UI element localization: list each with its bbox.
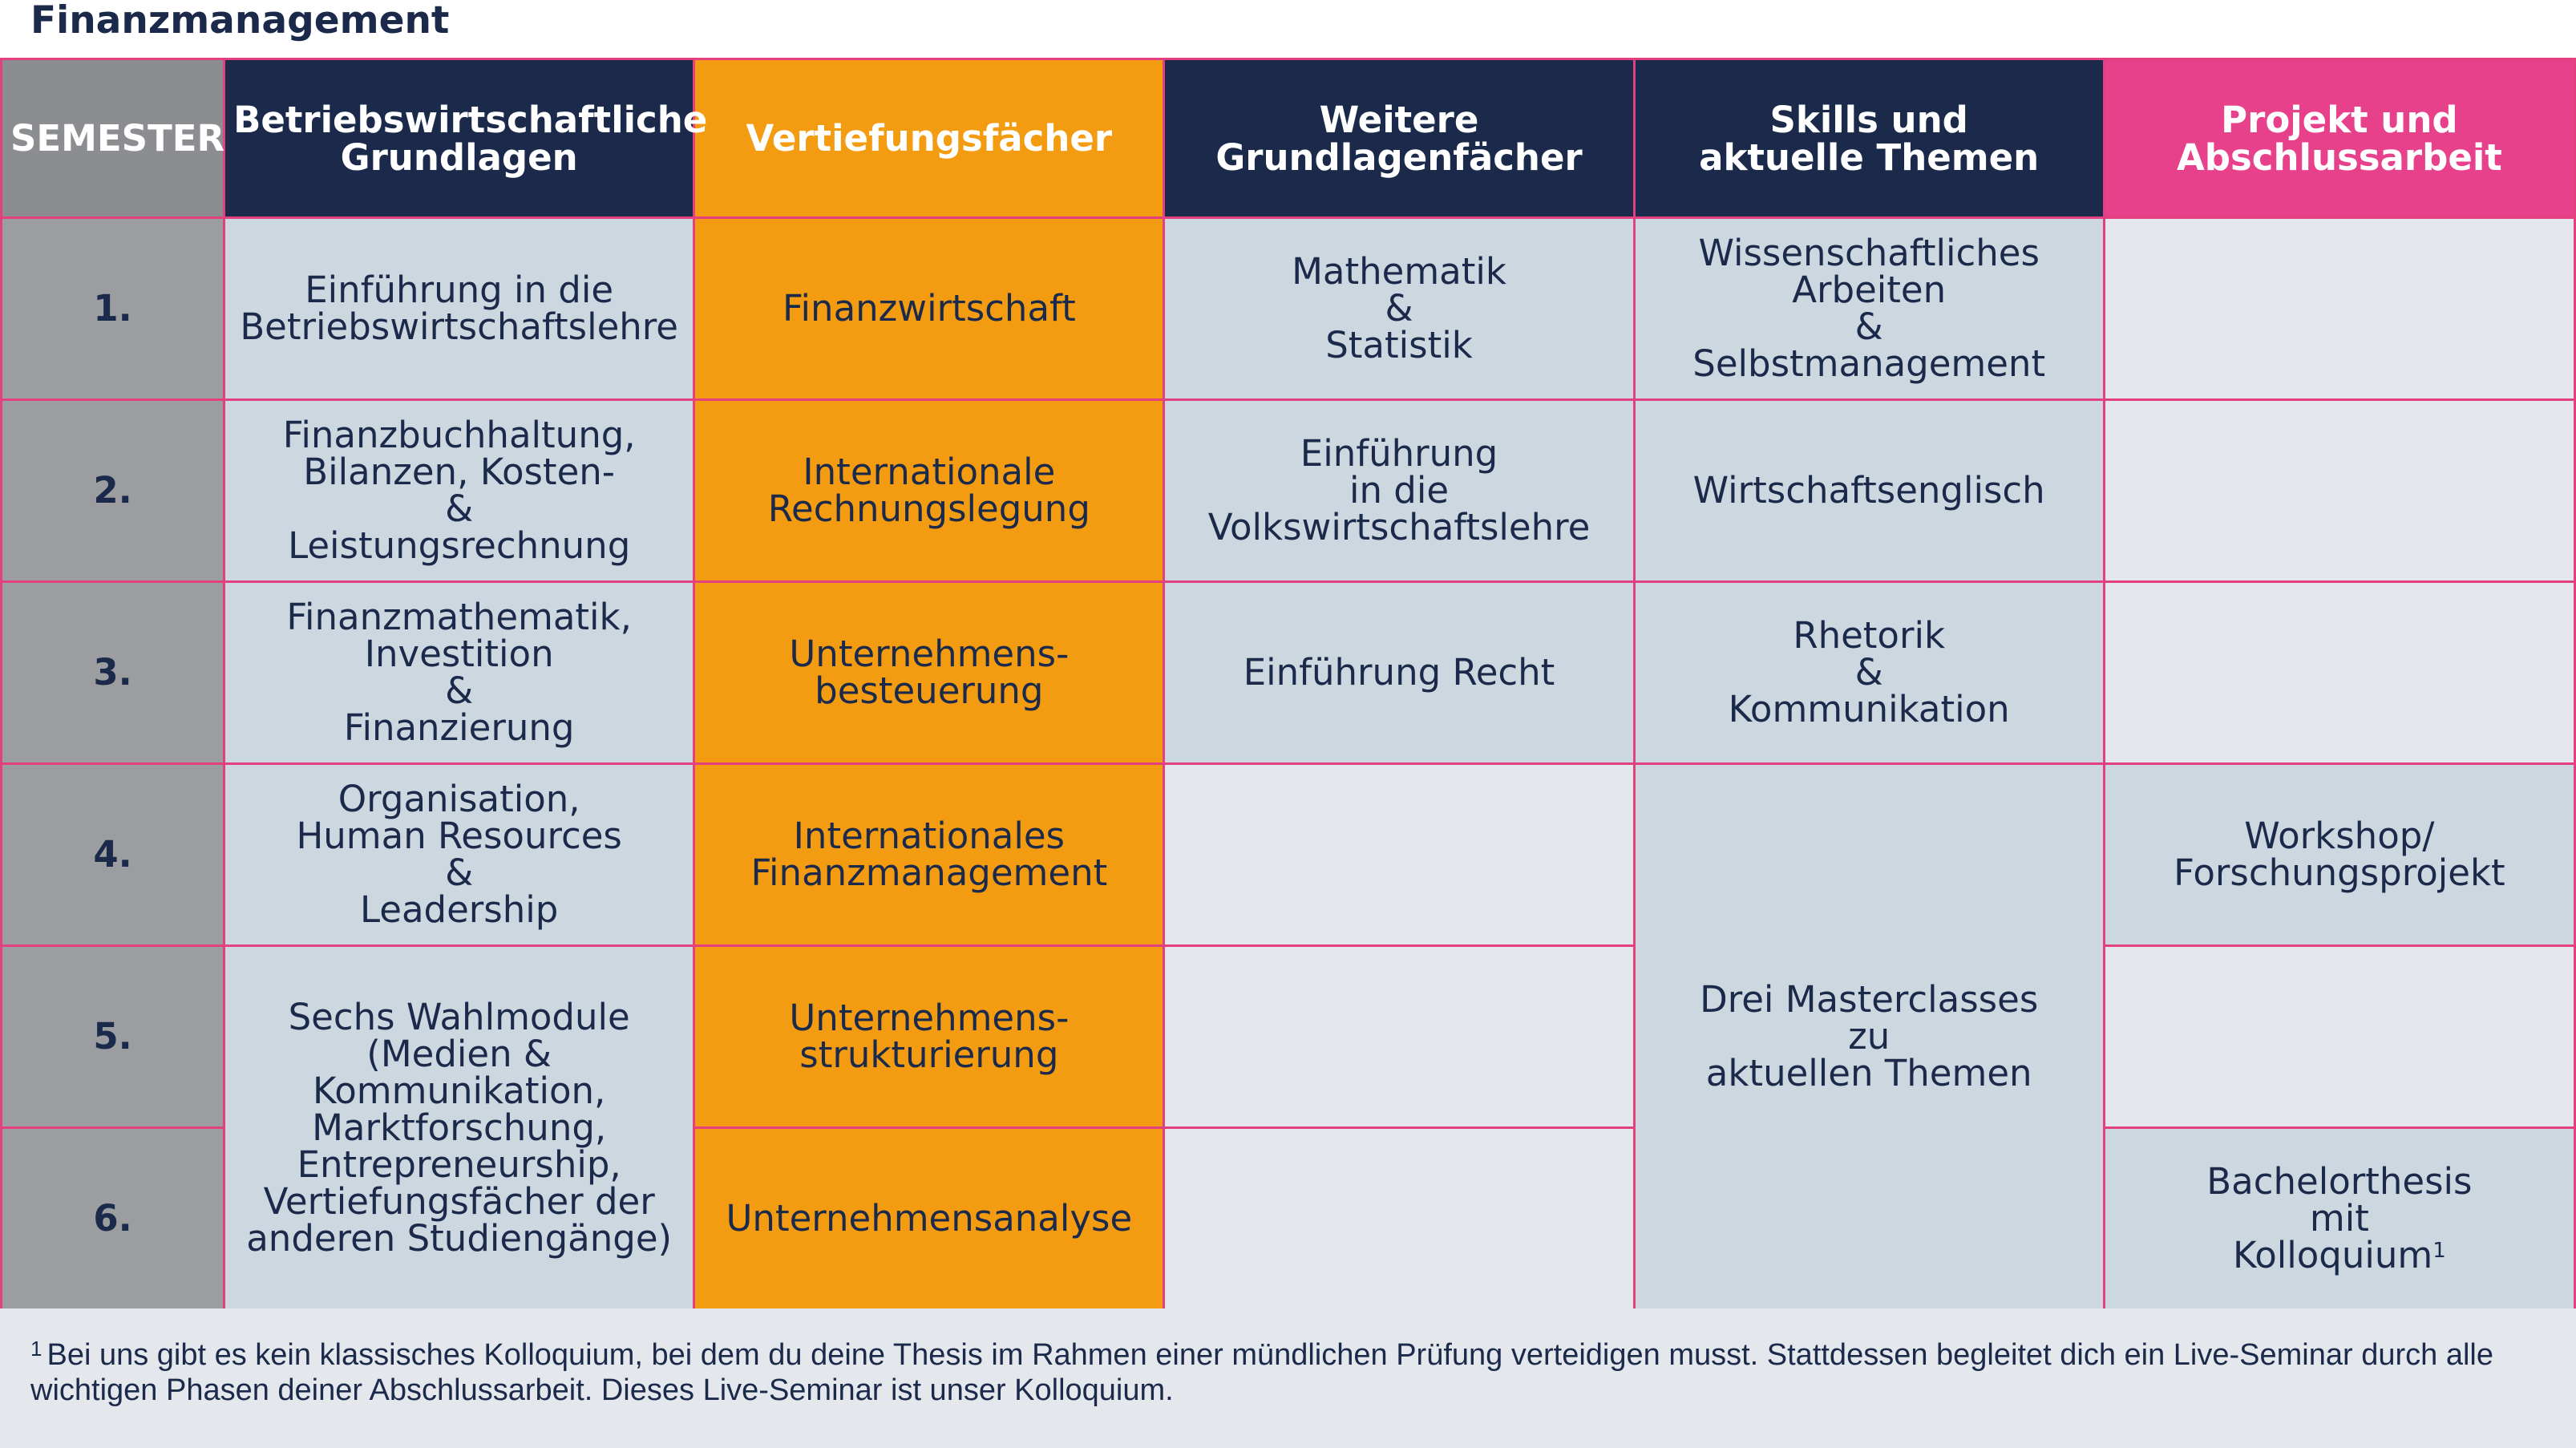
semester-label: 1. bbox=[2, 218, 224, 400]
semester-row-2 bbox=[2, 400, 2575, 582]
footnote bbox=[30, 1337, 2540, 1408]
vertiefung-cell: Unternehmens- strukturierung bbox=[694, 946, 1164, 1128]
semester-row-3 bbox=[2, 582, 2575, 764]
footnote-mark: 1 bbox=[30, 1337, 42, 1361]
semester-row-4 bbox=[2, 764, 2575, 946]
semester-label: 5. bbox=[2, 946, 224, 1128]
weitere-cell: Mathematik & Statistik bbox=[1164, 218, 1634, 400]
weitere-cell-empty bbox=[1164, 1128, 1634, 1310]
projekt-cell-empty bbox=[2104, 946, 2574, 1128]
header-skills: Skills und aktuelle Themen bbox=[1634, 59, 2104, 218]
semester-label: 4. bbox=[2, 764, 224, 946]
vertiefung-cell: Internationales Finanzmanagement bbox=[694, 764, 1164, 946]
header-weitere: Weitere Grundlagenfächer bbox=[1164, 59, 1634, 218]
skills-cell: Wissenschaftliches Arbeiten & Selbstmanagement bbox=[1634, 218, 2104, 400]
footnote-text: Bei uns gibt es kein klassisches Kolloquium, bei dem du deine Thesis im Rahmen einer mündlichen Prüfung verteidigen musst. Stattdessen begleitet dich ein Live-Seminar durch alle wichtigen Phasen deiner Abschlussarbeit. Dieses Live-Seminar ist unser Kolloquium. bbox=[30, 1338, 2493, 1407]
skills-cell: Wirtschaftsenglisch bbox=[1634, 400, 2104, 582]
bwl-cell: Organisation, Human Resources & Leadership bbox=[224, 764, 694, 946]
projekt-cell-empty bbox=[2104, 582, 2574, 764]
weitere-cell-empty bbox=[1164, 946, 1634, 1128]
footnote-marker: 1 bbox=[2432, 1239, 2446, 1263]
header-vertiefung: Vertiefungsfächer bbox=[694, 59, 1164, 218]
vertiefung-cell: Internationale Rechnungslegung bbox=[694, 400, 1164, 582]
bwl-cell: Finanzbuchhaltung, Bilanzen, Kosten- & Leistungsrechnung bbox=[224, 400, 694, 582]
weitere-cell: Einführung in die Volkswirtschaftslehre bbox=[1164, 400, 1634, 582]
semester-label: 3. bbox=[2, 582, 224, 764]
header-bwl: Betriebswirtschaftliche Grundlagen bbox=[224, 59, 694, 218]
semester-row-5 bbox=[2, 946, 2575, 1128]
projekt-cell-empty bbox=[2104, 218, 2574, 400]
header-projekt: Projekt und Abschlussarbeit bbox=[2104, 59, 2574, 218]
bwl-wahlmodule-cell: Sechs Wahlmodule (Medien & Kommunikation, Marktforschung, Entrepreneurship, Vertiefungsfächer der anderen Studiengänge) bbox=[224, 946, 694, 1310]
page-title: Finanzmanagement bbox=[30, 0, 450, 42]
header-semester: SEMESTER bbox=[2, 59, 224, 218]
semester-label: 2. bbox=[2, 400, 224, 582]
vertiefung-cell: Unternehmensanalyse bbox=[694, 1128, 1164, 1310]
header-row bbox=[2, 59, 2575, 218]
bwl-cell: Finanzmathematik, Investition & Finanzierung bbox=[224, 582, 694, 764]
bwl-cell: Einführung in die Betriebswirtschaftslehre bbox=[224, 218, 694, 400]
weitere-cell: Einführung Recht bbox=[1164, 582, 1634, 764]
vertiefung-cell: Unternehmens- besteuerung bbox=[694, 582, 1164, 764]
projekt-cell-empty bbox=[2104, 400, 2574, 582]
projekt-thesis-cell bbox=[2104, 1128, 2574, 1310]
weitere-cell-empty bbox=[1164, 764, 1634, 946]
curriculum-table bbox=[0, 58, 2576, 1311]
semester-label: 6. bbox=[2, 1128, 224, 1310]
projekt-workshop-cell: Workshop/ Forschungsprojekt bbox=[2104, 764, 2574, 946]
semester-row-1 bbox=[2, 218, 2575, 400]
skills-masterclasses-cell: Drei Masterclasses zu aktuellen Themen bbox=[1634, 764, 2104, 1310]
vertiefung-cell: Finanzwirtschaft bbox=[694, 218, 1164, 400]
skills-cell: Rhetorik & Kommunikation bbox=[1634, 582, 2104, 764]
thesis-text: Bachelorthesis mit Kolloquium bbox=[2206, 1160, 2473, 1276]
